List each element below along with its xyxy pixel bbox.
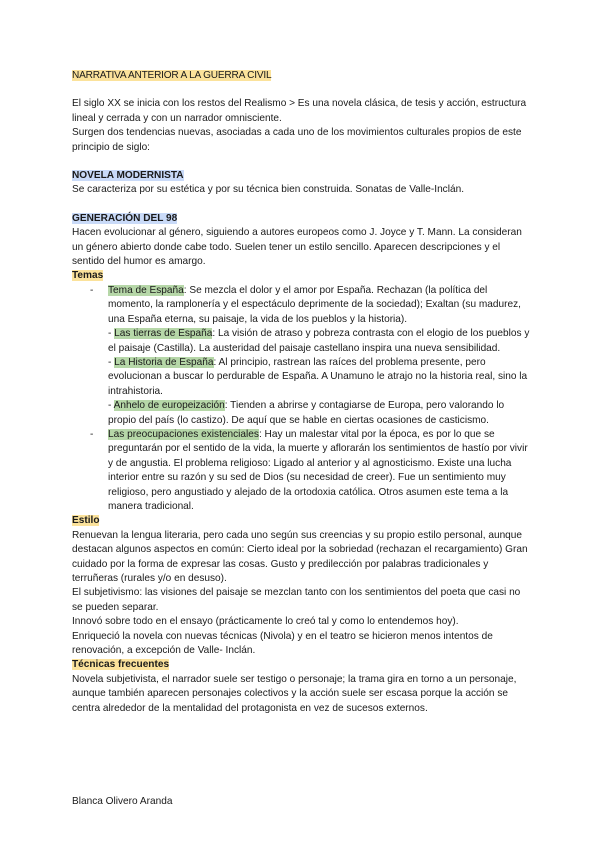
temas-heading: Temas (72, 270, 104, 282)
sub-historia-label: La Historia de España (114, 356, 214, 368)
sub-historia-text: : Al principio, rastrean las raíces del problema presente, pero evolucionan a buscar lo perdurable de España. A Unamuno le atrajo no la historia real, sino la intrahistoria. (108, 356, 528, 397)
intro-paragraph-1: El siglo XX se inicia con los restos del Realismo > Es una novela clásica, de tesis y acción, estructura lineal y cerrada y con un narrador omnisciente. (72, 98, 527, 124)
document-body (72, 69, 532, 716)
dash-marker: - (90, 428, 94, 440)
estilo-paragraph-3: Innovó sobre todo en el ensayo (prácticamente lo creó tal y como lo entendemos hoy). (72, 616, 459, 628)
sub-europeizacion: - Anhelo de europeización: Tienden a abrirse y contagiarse de Europa, pero valorando lo propio del país (lo castizo). De aquí que se hable en ciertas ocasiones de casticismo. (108, 400, 505, 426)
tema-existenciales-text: : Hay un malestar vital por la época, es por lo que se preguntarán por el sentido de la vida, la muerte y aflorarán los sentimientos de hastío por vivir y de angustia. El problema religioso: Ligado al anterior y al agnosticismo. Existe una lucha interior entre su razón y su sed de Dios (su necesidad de creer). Fue un sentimiento muy religioso, pero angustiado y alejado de la ortodoxia católica. Otros asumen este tema a la manera tradicional. (108, 428, 528, 512)
g98-heading: GENERACIÓN DEL 98 (72, 212, 178, 224)
tecnicas-heading: Técnicas frecuentes (72, 659, 170, 671)
estilo-paragraph-4: Enriqueció la novela con nuevas técnicas (Nivola) y en el teatro se hicieron menos intentos de renovación, a excepción de Valle- Inclán. (72, 630, 493, 657)
estilo-paragraph-2: El subjetivismo: las visiones del paisaje se mezclan tanto con los sentimientos del poeta que casi no se pueden separar. (72, 587, 521, 613)
document-title: NARRATIVA ANTERIOR A LA GUERRA CIVIL (72, 70, 272, 81)
author-footer: Blanca Olivero Aranda (72, 796, 173, 807)
intro-paragraph-2: Surgen dos tendencias nuevas, asociadas a cada uno de los movimientos culturales propios de este principio de siglo: (72, 127, 522, 153)
sub-europeizacion-text: : Tienden a abrirse y contagiarse de Europa, pero valorando lo propio del país (lo castizo). De aquí que se hable en ciertas ocasiones de casticismo. (108, 400, 505, 426)
sub-tierras-text: : La visión de atraso y pobreza contrasta con el elogio de los pueblos y el paisaje (Castilla). La austeridad del paisaje castellano inspira una nueva sensibilidad. (108, 328, 530, 354)
sub-europeizacion-label: Anhelo de europeización (113, 400, 225, 412)
modernista-text: Se caracteriza por su estética y por su técnica bien construida. Sonatas de Valle-Inclán. (72, 184, 464, 196)
sub-tierras: - Las tierras de España: La visión de atraso y pobreza contrasta con el elogio de los pueblos y el paisaje (Castilla). La austeridad del paisaje castellano inspira una nueva sensibilidad. (108, 328, 530, 354)
sub-tierras-label: Las tierras de España (114, 328, 213, 340)
tecnicas-text: Novela subjetivista, el narrador suele ser testigo o personaje; la trama gira en torno a un personaje, aunque también aparecen personajes colectivos y la acción suele ser escasa porque la acción se centra alrededor de la mentalidad del protagonista en vez de sucesos externos. (72, 673, 517, 714)
tema-espana-label: Tema de España (108, 284, 184, 296)
temas-list (72, 284, 532, 515)
tema-existenciales-item (72, 428, 532, 514)
tema-espana-text: : Se mezcla el dolor y el amor por España. Rechazan (la política del momento, la ramplonería y el espectáculo deprimente de la sociedad); Exaltan (su madurez, una España eterna, su paisaje, la vida de los pueblos y la historia). (108, 284, 521, 325)
estilo-heading: Estilo (72, 515, 100, 527)
g98-text: Hacen evolucionar al género, siguiendo a autores europeos como J. Joyce y T. Mann. La consideran un género abierto donde cabe todo. Suelen tener un estilo sencillo. Aparecen descripciones y el sentido del humor es amargo. (72, 227, 522, 268)
sub-historia: - La Historia de España: Al principio, rastrean las raíces del problema presente, pero evolucionan a buscar lo perdurable de España. A Unamuno le atrajo no la historia real, sino la intrahistoria. (108, 356, 528, 397)
estilo-paragraph-1: Renuevan la lengua literaria, pero cada uno según sus creencias y su propio estilo personal, aunque destacan algunos aspectos en común: Cierto ideal por la sobriedad (rechazan el recargamiento) Gran cuidado por la forma de expresar las cosas. Gusto y predilección por palabras tradicionales y terruñeras (rurales y/o en desuso). (72, 529, 528, 584)
tema-existenciales-label: Las preocupaciones existenciales (108, 428, 259, 440)
tema-espana-item (72, 284, 532, 428)
dash-marker: - (90, 284, 94, 296)
modernista-heading: NOVELA MODERNISTA (72, 170, 184, 182)
